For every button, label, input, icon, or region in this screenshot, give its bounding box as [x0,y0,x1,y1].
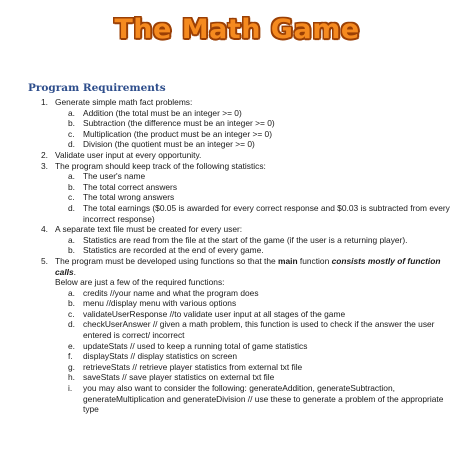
item-letter: i. [68,383,73,394]
item-letter: c. [68,308,75,319]
item-text: Addition (the total must be an integer >= 0) [83,107,242,118]
item-text: Below are just a few of the required functions: [55,277,225,288]
list-item [0,298,474,309]
item-letter: d. [68,319,75,330]
item-text-part: The program must be developed using functions so that the [55,255,279,266]
item-text: Validate user input at every opportunity. [55,149,202,160]
item-number: 3. [41,160,48,171]
item-letter: c. [68,192,75,203]
item-letter: a. [68,171,75,182]
item-letter: d. [68,139,75,150]
item-letter: b. [68,118,75,129]
item-letter: d. [68,202,75,213]
item-text: The total correct answers [83,181,178,192]
list-item [0,319,474,340]
item-text [55,256,454,277]
item-letter: b. [68,298,75,309]
list-item [0,256,474,277]
list-item [0,224,474,235]
list-item [0,383,474,415]
list-item [0,118,474,129]
item-text-part: . [73,266,76,277]
item-text: Generate simple math fact problems: [55,97,193,107]
list-item [0,362,474,373]
item-text: Division (the quotient must be an integer >= 0) [83,139,255,150]
item-letter: f. [68,351,73,362]
item-letter: b. [68,181,75,192]
list-item [0,235,474,246]
list-item [0,161,474,172]
item-text: displayStats // display statistics on screen [83,351,238,362]
item-text: you may also want to consider the following: generateAddition, generateSubtraction, generateMultiplication and generateDivision // use these to generate a problem of the appropriate type [83,383,444,415]
list-item [0,97,474,108]
item-letter: h. [68,372,75,383]
list-item [0,150,474,161]
item-number: 5. [41,255,48,266]
list-item [0,309,474,320]
item-number: 4. [41,224,48,235]
item-text: menu //display menu with various options [83,298,237,309]
item-number: 1. [41,97,48,107]
list-item [0,288,474,299]
main-keyword: main [278,255,298,266]
item-letter: g. [68,361,75,372]
item-text: updateStats // used to keep a running total of game statistics [83,340,308,351]
list-item [0,372,474,383]
list-item [0,129,474,140]
item-text: The program should keep track of the following statistics: [55,160,266,171]
list-item [0,245,474,256]
list-item [0,192,474,203]
item-text: The user's name [83,171,146,182]
item-text: saveStats // save player statistics on external txt file [83,372,275,383]
item-text: retrieveStats // retrieve player statistics from external txt file [83,361,303,372]
item-letter: b. [68,245,75,256]
list-item [0,139,474,150]
item-text: The total earnings ($0.05 is awarded for every correct response and $0.03 is subtracted from every incorrect response) [83,202,450,224]
item-text: Statistics are recorded at the end of every game. [83,245,264,256]
list-item [0,171,474,182]
requirements-list [0,97,474,415]
list-item [0,182,474,193]
item-text: A separate text file must be created for every user: [55,224,243,235]
item-letter: c. [68,128,75,139]
item-letter: a. [68,287,75,298]
item-letter: a. [68,234,75,245]
item-text-part: function [297,255,332,266]
item-text: Subtraction (the difference must be an integer >= 0) [83,118,275,129]
list-subline [0,277,474,288]
item-text: Multiplication (the product must be an integer >= 0) [83,128,273,139]
item-letter: a. [68,107,75,118]
item-text: Statistics are read from the file at the start of the game (if the user is a returning player). [83,234,408,245]
list-item [0,108,474,119]
list-item [0,341,474,352]
document-title: The Math Game [114,14,360,45]
item-text: checkUserAnswer // given a math problem, this function is used to check if the answer the user entered is correct/ incorrect [83,319,435,341]
emphasis-text: consists mostly of function calls [55,255,441,277]
item-letter: e. [68,340,75,351]
section-heading: Program Requirements [28,82,166,94]
item-text: credits //your name and what the program does [83,287,259,298]
item-text: validateUserResponse //to validate user input at all stages of the game [83,308,346,319]
item-text: The total wrong answers [83,192,175,203]
item-number: 2. [41,149,48,160]
list-item [0,351,474,362]
list-item [0,203,474,224]
